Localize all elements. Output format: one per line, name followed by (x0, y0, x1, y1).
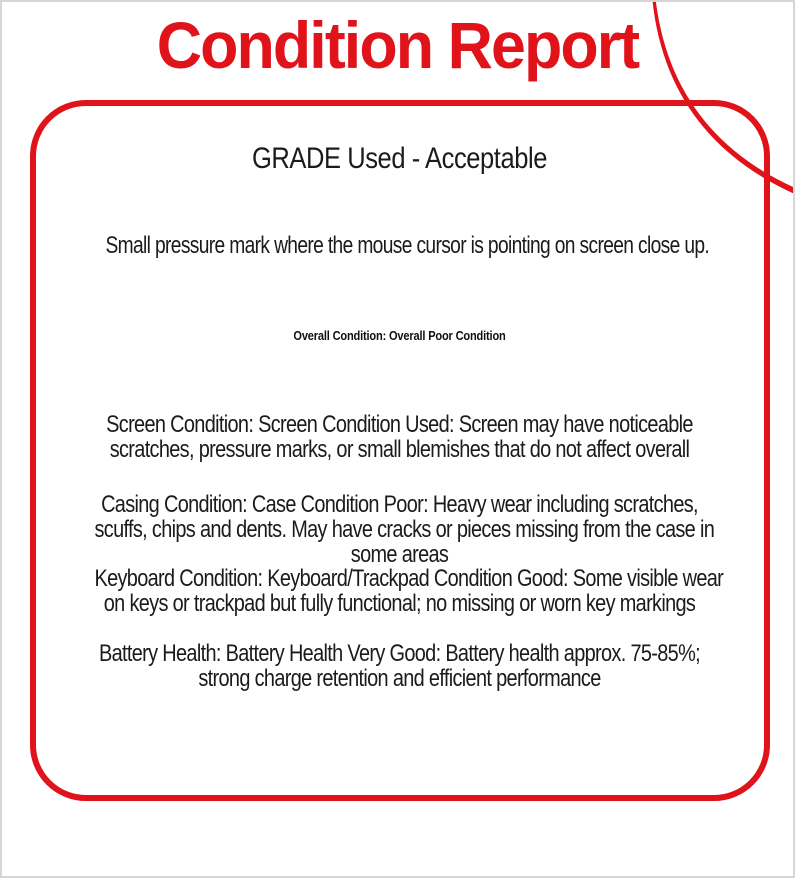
report-line: scratches, pressure marks, or small blemishes that do not affect overall (109, 436, 690, 463)
report-line: Keyboard Condition: Keyboard/Trackpad Condition Good: Some visible wear (94, 565, 724, 592)
keyboard-condition-paragraph (94, 565, 724, 617)
report-line: strong charge retention and efficient performance (198, 665, 601, 692)
battery-health-paragraph (94, 641, 704, 691)
condition-summary: Small pressure mark where the mouse cursor is pointing on screen close up. (105, 232, 710, 259)
overall-condition-label: Overall Condition: Overall Poor Condition (293, 328, 506, 343)
page-title: Condition Report (156, 8, 639, 82)
casing-condition-paragraph (94, 491, 715, 568)
report-line: on keys or trackpad but fully functional; no missing or worn key markings (103, 590, 696, 617)
report-line: Screen Condition: Screen Condition Used: Screen may have noticeable (106, 411, 693, 438)
report-line: some areas (350, 541, 449, 568)
report-line: Casing Condition: Case Condition Poor: Heavy wear including scratches, (101, 491, 698, 518)
grade-heading: GRADE Used - Acceptable (252, 142, 547, 175)
report-line: Battery Health: Battery Health Very Good: Battery health approx. 75-85%; (98, 640, 701, 667)
report-line: scuffs, chips and dents. May have cracks or pieces missing from the case in (94, 516, 715, 543)
screen-condition-paragraph (94, 412, 704, 462)
